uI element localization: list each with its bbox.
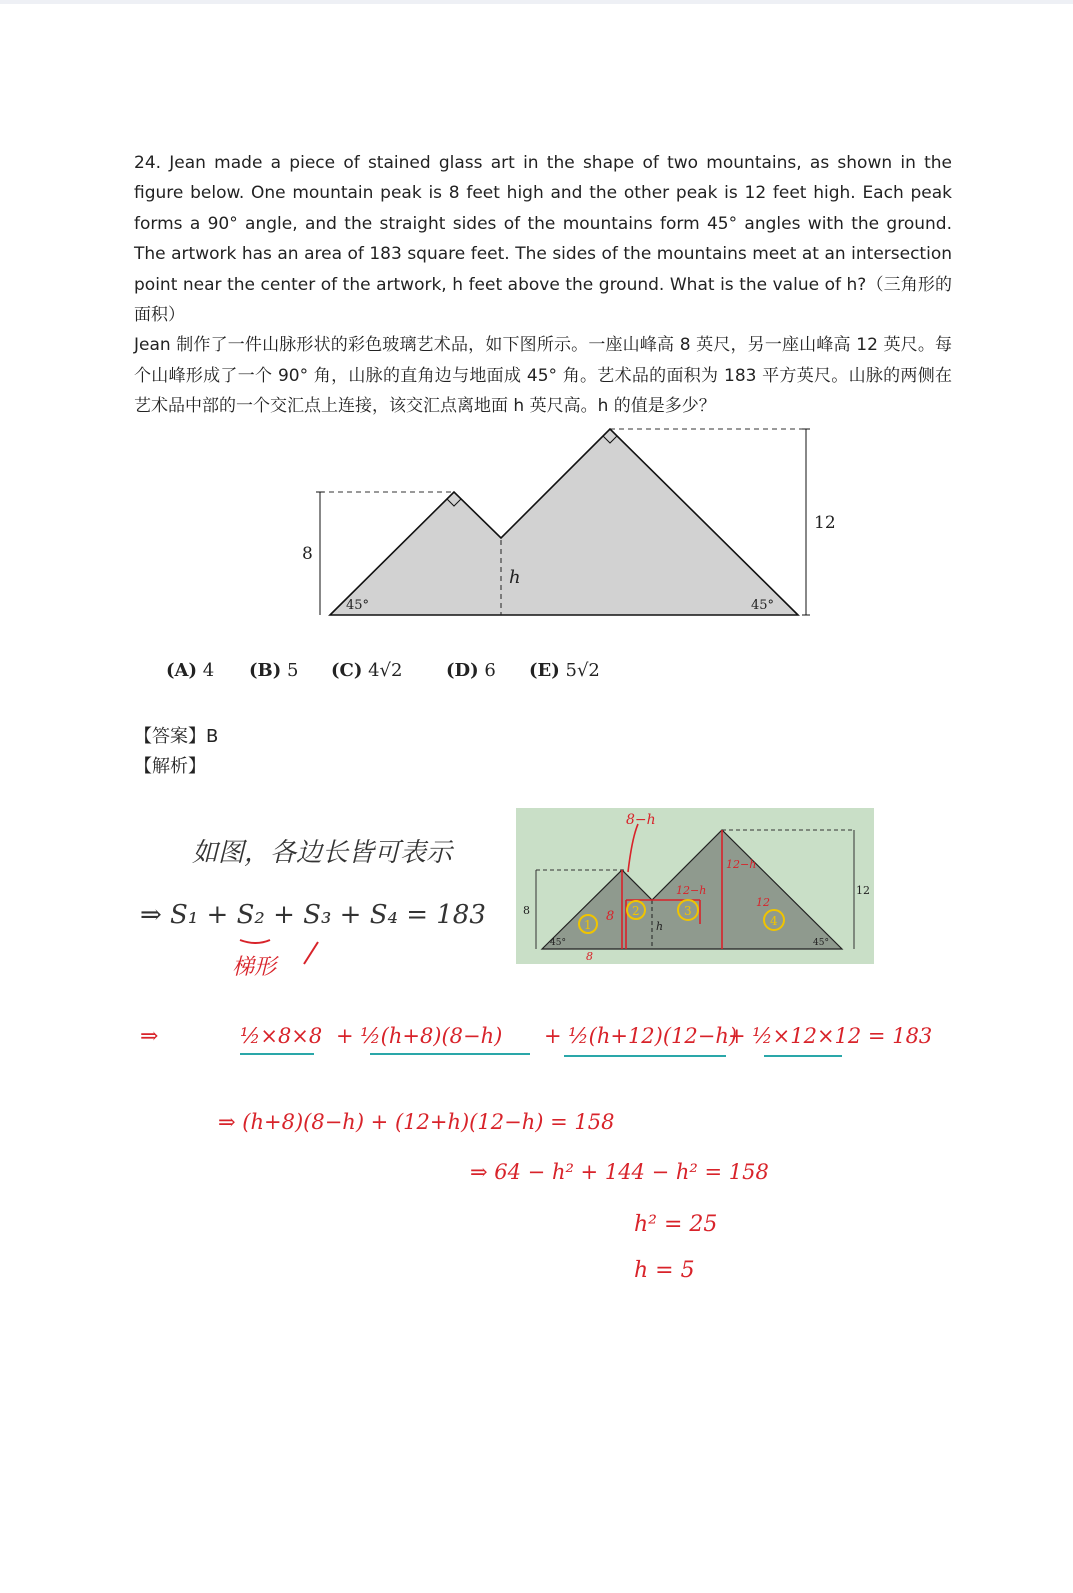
trapezoid-note: 梯形: [232, 955, 277, 980]
annot-12-minus-h-a: 12−h: [726, 858, 757, 871]
solution-line-6: h = 5: [634, 1258, 695, 1283]
annot-angle-right: 45°: [813, 938, 829, 948]
solution-term-4: + ½×12×12 = 183: [728, 1024, 933, 1048]
solution-term-3: + ½(h+12)(12−h): [544, 1024, 738, 1048]
solution-line-3: ⇒ (h+8)(8−h) + (12+h)(12−h) = 158: [218, 1110, 615, 1134]
problem-chinese: Jean 制作了一件山脉形状的彩色玻璃艺术品，如下图所示。一座山峰高 8 英尺，另一座山峰高 12 英尺。每个山峰形成了一个 90° 角，山脉的直角边与地面成 45° 角。艺术品的面积为 183 平方英尺。山脉的两侧在艺术品中部的一个交汇点上连接，该交汇点离地面 h 英尺高。h 的值是多少？: [134, 335, 952, 417]
annot-8-inner: 8: [606, 909, 615, 924]
choice-e: (E) 5√2: [529, 660, 600, 681]
region-4: 4: [770, 914, 778, 928]
region-2: 2: [632, 904, 640, 918]
choice-b: (B) 5: [249, 660, 299, 681]
mountain-figure: [290, 420, 836, 630]
answer-value: B: [206, 726, 219, 747]
annot-top-label: 8−h: [626, 812, 656, 828]
annot-angle-left: 45°: [550, 938, 566, 948]
choice-d: (D) 6: [446, 660, 496, 681]
solution-line-1: ⇒ S₁ + S₂ + S₃ + S₄ = 183: [140, 900, 486, 930]
annot-8-base: 8: [586, 950, 593, 963]
solution-line-4: ⇒ 64 − h² + 144 − h² = 158: [470, 1160, 769, 1184]
solution-note: 如图，各边长皆可表示: [192, 838, 453, 868]
annot-label-8: 8: [523, 904, 530, 917]
top-rule: [0, 0, 1073, 4]
solution-line-2-arrow: ⇒: [140, 1024, 159, 1049]
answer-line: [134, 722, 218, 748]
solution-term-2: + ½(h+8)(8−h): [336, 1024, 503, 1048]
angle-right-label: 45°: [751, 598, 775, 613]
annot-label-h: h: [656, 920, 664, 933]
annot-label-12: 12: [856, 884, 870, 897]
teal-underlines: [238, 1048, 858, 1064]
mountain-shape: [330, 429, 798, 615]
angle-left-label: 45°: [346, 598, 370, 613]
region-1: 1: [584, 918, 592, 932]
label-h: h: [509, 567, 521, 588]
analysis-label: 【解析】: [134, 756, 206, 777]
label-12: 12: [814, 513, 836, 533]
annotated-figure: [516, 808, 874, 964]
solution-line-5: h² = 25: [634, 1212, 718, 1237]
annot-12-minus-h-b: 12−h: [676, 884, 707, 897]
answer-label: 【答案】: [134, 726, 206, 747]
region-3: 3: [684, 904, 692, 918]
problem-english: 24. Jean made a piece of stained glass art in the shape of two mountains, as shown in the figure below. One mountain peak is 8 feet high and the other peak is 12 feet high. Each peak forms a 90° angle, and the straight sides of the mountains form 45° angles with the ground. The artwork has an area of 183 square feet. The sides of the mountains meet at an intersection point near the center of the artwork, h feet above the ground. What is the value of h?（三角形的面积）: [134, 153, 952, 326]
problem-statement: [134, 148, 952, 422]
underline-marks: [236, 938, 336, 978]
annot-12-inner: 12: [756, 896, 770, 909]
choice-c: (C) 4√2: [331, 660, 403, 681]
choice-a: (A) 4: [166, 660, 215, 681]
solution-term-1: ½×8×8: [240, 1024, 323, 1048]
label-8: 8: [302, 544, 313, 564]
